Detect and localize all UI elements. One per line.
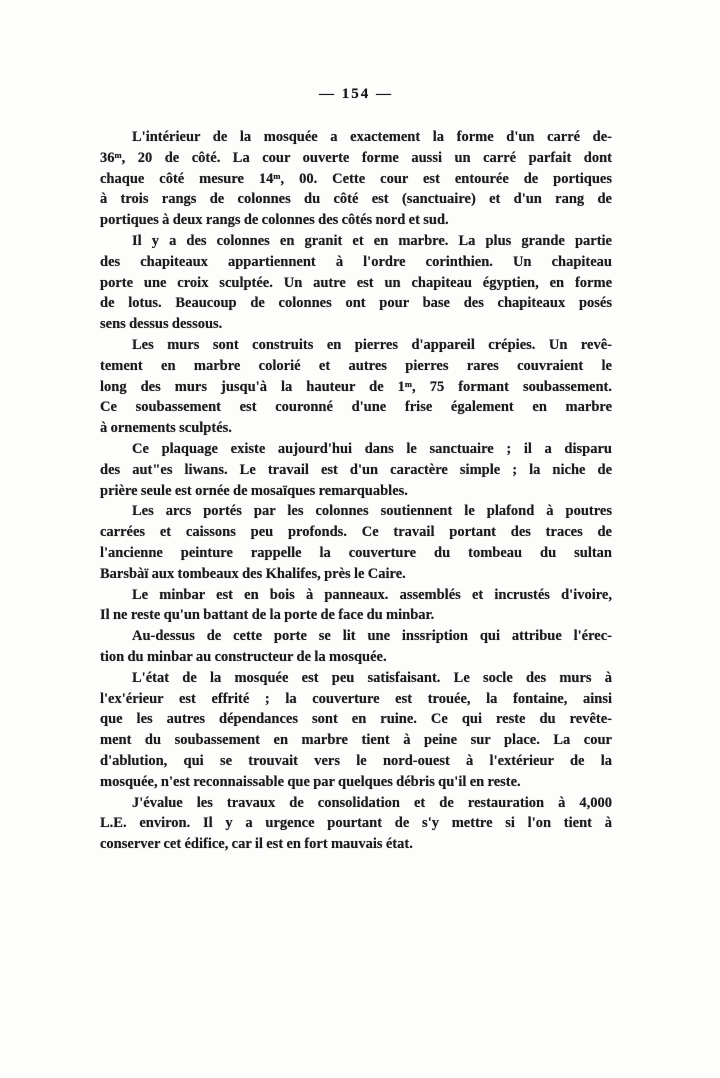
text-line: Ce soubassement est couronné d'une frise également en marbre <box>100 399 612 416</box>
text-line: Il y a des colonnes en granit et en marbre. La plus grande partie <box>132 232 612 249</box>
text-line: porte une croix sculptée. Un autre est un chapiteau égyptien, en forme <box>100 274 612 291</box>
paragraph <box>100 668 612 793</box>
text-line: Les arcs portés par les colonnes soutiennent le plafond à poutres <box>132 503 612 520</box>
paragraph <box>100 793 612 855</box>
text-line: sens dessus dessous. <box>100 316 223 333</box>
paragraph <box>100 335 612 439</box>
text-line: J'évalue les travaux de consolidation et de restauration à 4,000 <box>132 794 612 811</box>
text-line: l'ancienne peinture rappelle la couverture du tombeau du sultan <box>100 544 612 561</box>
text-line: conserver cet édifice, car il est en fort mauvais état. <box>100 836 413 853</box>
paragraph <box>100 626 612 668</box>
text-line: L'état de la mosquée est peu satisfaisant. Le socle des murs à <box>132 669 612 686</box>
paragraph <box>100 501 612 584</box>
text-block <box>100 127 612 855</box>
text-line: Au-dessus de cette porte se lit une inssription qui attribue l'érec- <box>132 628 612 645</box>
text-line: l'ex'érieur est effrité ; la couverture est trouée, la fontaine, ainsi <box>100 690 612 707</box>
text-line: de lotus. Beaucoup de colonnes ont pour base des chapiteaux posés <box>100 295 612 312</box>
text-line: Barsbàï aux tombeaux des Khalifes, près le Caire. <box>100 565 406 582</box>
paragraph <box>100 231 612 335</box>
page-number: — 154 — <box>319 86 393 102</box>
text-line: Le minbar est en bois à panneaux. assemblés et incrustés d'ivoire, <box>132 586 612 603</box>
text-line: chaque côté mesure 14ᵐ, 00. Cette cour est entourée de portiques <box>100 170 612 187</box>
paragraph <box>100 439 612 501</box>
paragraph <box>100 585 612 627</box>
text-line: prière seule est ornée de mosaïques remarquables. <box>100 482 408 499</box>
text-line: ment du soubassement en marbre tient à peine sur place. La cour <box>100 732 612 749</box>
text-line: que les autres dépendances sont en ruine. Ce qui reste du revête- <box>100 711 612 728</box>
text-line: à trois rangs de colonnes du côté est (sanctuaire) et d'un rang de <box>100 191 612 208</box>
text-line: L'intérieur de la mosquée a exactement la forme d'un carré de- <box>132 129 612 145</box>
text-line: des aut"es liwans. Le travail est d'un caractère simple ; la niche de <box>100 461 612 478</box>
text-line: tion du minbar au constructeur de la mosquée. <box>100 648 387 665</box>
text-line: mosquée, n'est reconnaissable que par quelques débris qu'il en reste. <box>100 773 521 790</box>
text-line: Les murs sont construits en pierres d'appareil crépies. Un revê- <box>132 336 612 353</box>
text-line: carrées et caissons peu profonds. Ce travail portant des traces de <box>100 524 612 541</box>
text-line: 36ᵐ, 20 de côté. La cour ouverte forme aussi un carré parfait dont <box>100 149 612 166</box>
text-line: tement en marbre colorié et autres pierres rares couvraient le <box>100 357 612 374</box>
text-line: d'ablution, qui se trouvait vers le nord-ouest à l'extérieur de la <box>100 752 612 769</box>
text-line: long des murs jusqu'à la hauteur de 1ᵐ, 75 formant soubassement. <box>100 378 612 395</box>
paragraph <box>100 127 612 231</box>
text-line: Ce plaquage existe aujourd'hui dans le sanctuaire ; il a disparu <box>132 440 612 457</box>
text-line: à ornements sculptés. <box>100 420 232 437</box>
text-line: portiques à deux rangs de colonnes des côtés nord et sud. <box>100 212 449 229</box>
text-line: L.E. environ. Il y a urgence pourtant de s'y mettre si l'on tient à <box>100 815 612 832</box>
text-line: des chapiteaux appartiennent à l'ordre corinthien. Un chapiteau <box>100 253 612 270</box>
text-line: Il ne reste qu'un battant de la porte de face du minbar. <box>100 607 435 624</box>
